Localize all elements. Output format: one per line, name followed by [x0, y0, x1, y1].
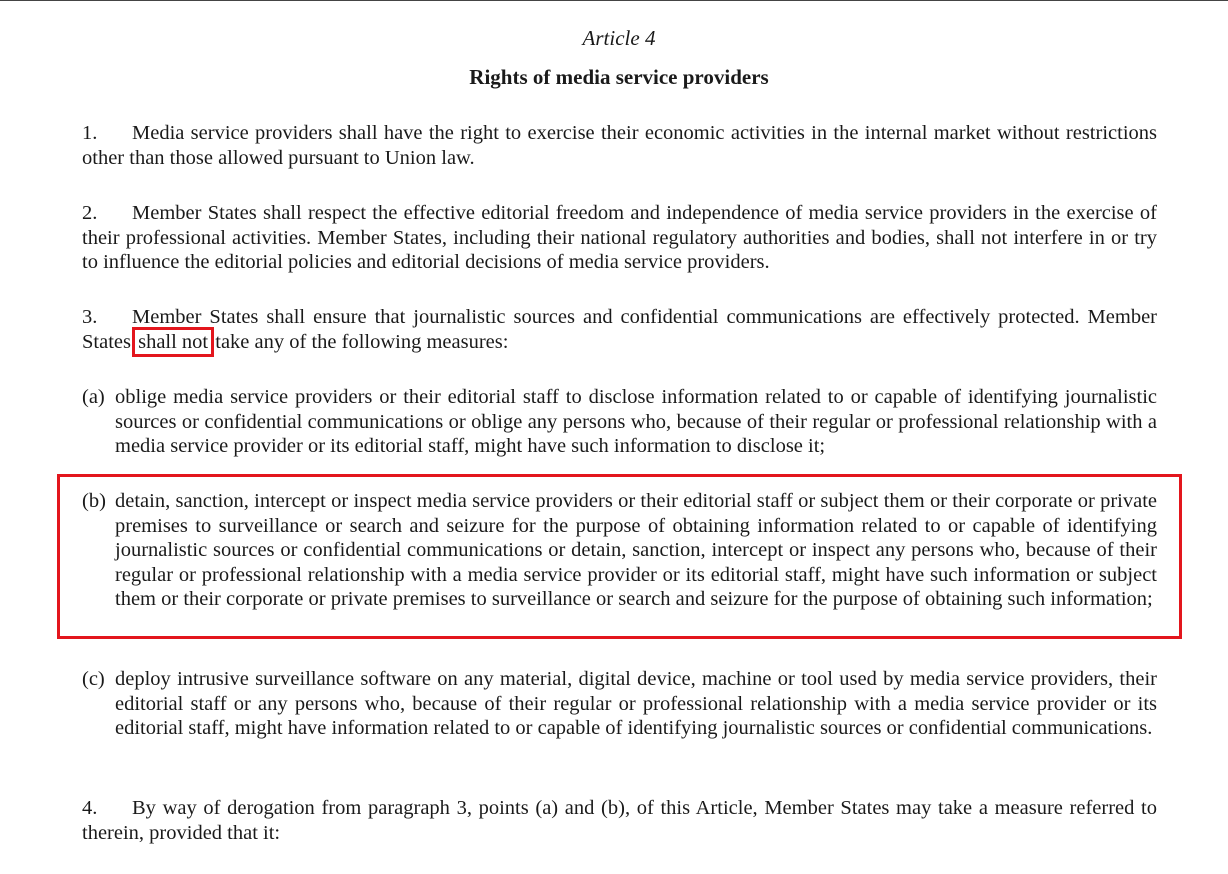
top-border-line — [0, 0, 1228, 1]
paragraph-1 — [82, 121, 1157, 170]
point-a-label: (a) — [82, 386, 105, 408]
paragraph-4-text: By way of derogation from paragraph 3, points (a) and (b), of this Article, Member States may take a measure referred to therein, provided that it: — [82, 797, 1157, 844]
point-b — [82, 489, 1157, 612]
paragraph-4 — [82, 796, 1157, 845]
paragraph-4-number: 4. — [82, 797, 98, 819]
point-c-text: deploy intrusive surveillance software on any material, digital device, machine or tool used by media service providers, their editorial staff or any persons who, because of their regular or professional relationship with a media service provider or its editorial staff, might have information related to or capable of identifying journalistic sources or confidential communications. — [115, 668, 1157, 740]
paragraph-3-text-before: Member States shall ensure that journalistic sources and confidential communications are effectively protected. Member States — [82, 306, 1157, 353]
paragraph-2 — [82, 201, 1157, 275]
paragraph-1-text: Media service providers shall have the right to exercise their economic activities in the internal market without restrictions other than those allowed pursuant to Union law. — [82, 122, 1157, 169]
point-b-label: (b) — [82, 490, 106, 512]
point-c — [82, 667, 1157, 741]
article-number: Article 4 — [582, 26, 656, 50]
point-a — [82, 385, 1157, 459]
paragraph-1-number: 1. — [82, 122, 98, 144]
paragraph-3-text-after: take any of the following measures: — [210, 330, 509, 353]
point-a-text: oblige media service providers or their editorial staff to disclose information related to or capable of identifying journalistic sources or confidential communications or oblige any persons who, because of their regular or professional relationship with a media service provider or its editorial staff, might have such information to disclose it; — [115, 386, 1157, 458]
article-title: Rights of media service providers — [469, 65, 769, 89]
paragraph-2-text: Member States shall respect the effective editorial freedom and independence of media service providers in the exercise of their professional activities. Member States, including their national regulatory authorities and bodies, shall not interfere in or try to influence the editorial policies and editorial decisions of media service providers. — [82, 202, 1157, 273]
point-c-label: (c) — [82, 668, 105, 690]
paragraph-3 — [82, 305, 1157, 354]
point-b-text: detain, sanction, intercept or inspect media service providers or their editorial staff or subject them or their corporate or private premises to surveillance or search and seizure for the purpose of obtaining information related to or capable of identifying journalistic sources or confidential communications or detain, sanction, intercept or inspect any persons who, because of their regular or professional relationship with a media service provider or its editorial staff, might have such information or subject them or their corporate or private premises to surveillance or search and seizure for the purpose of obtaining such information; — [115, 490, 1157, 611]
shall-not-highlight: shall not — [138, 330, 209, 353]
paragraph-2-number: 2. — [82, 202, 98, 224]
paragraph-3-number: 3. — [82, 306, 98, 328]
